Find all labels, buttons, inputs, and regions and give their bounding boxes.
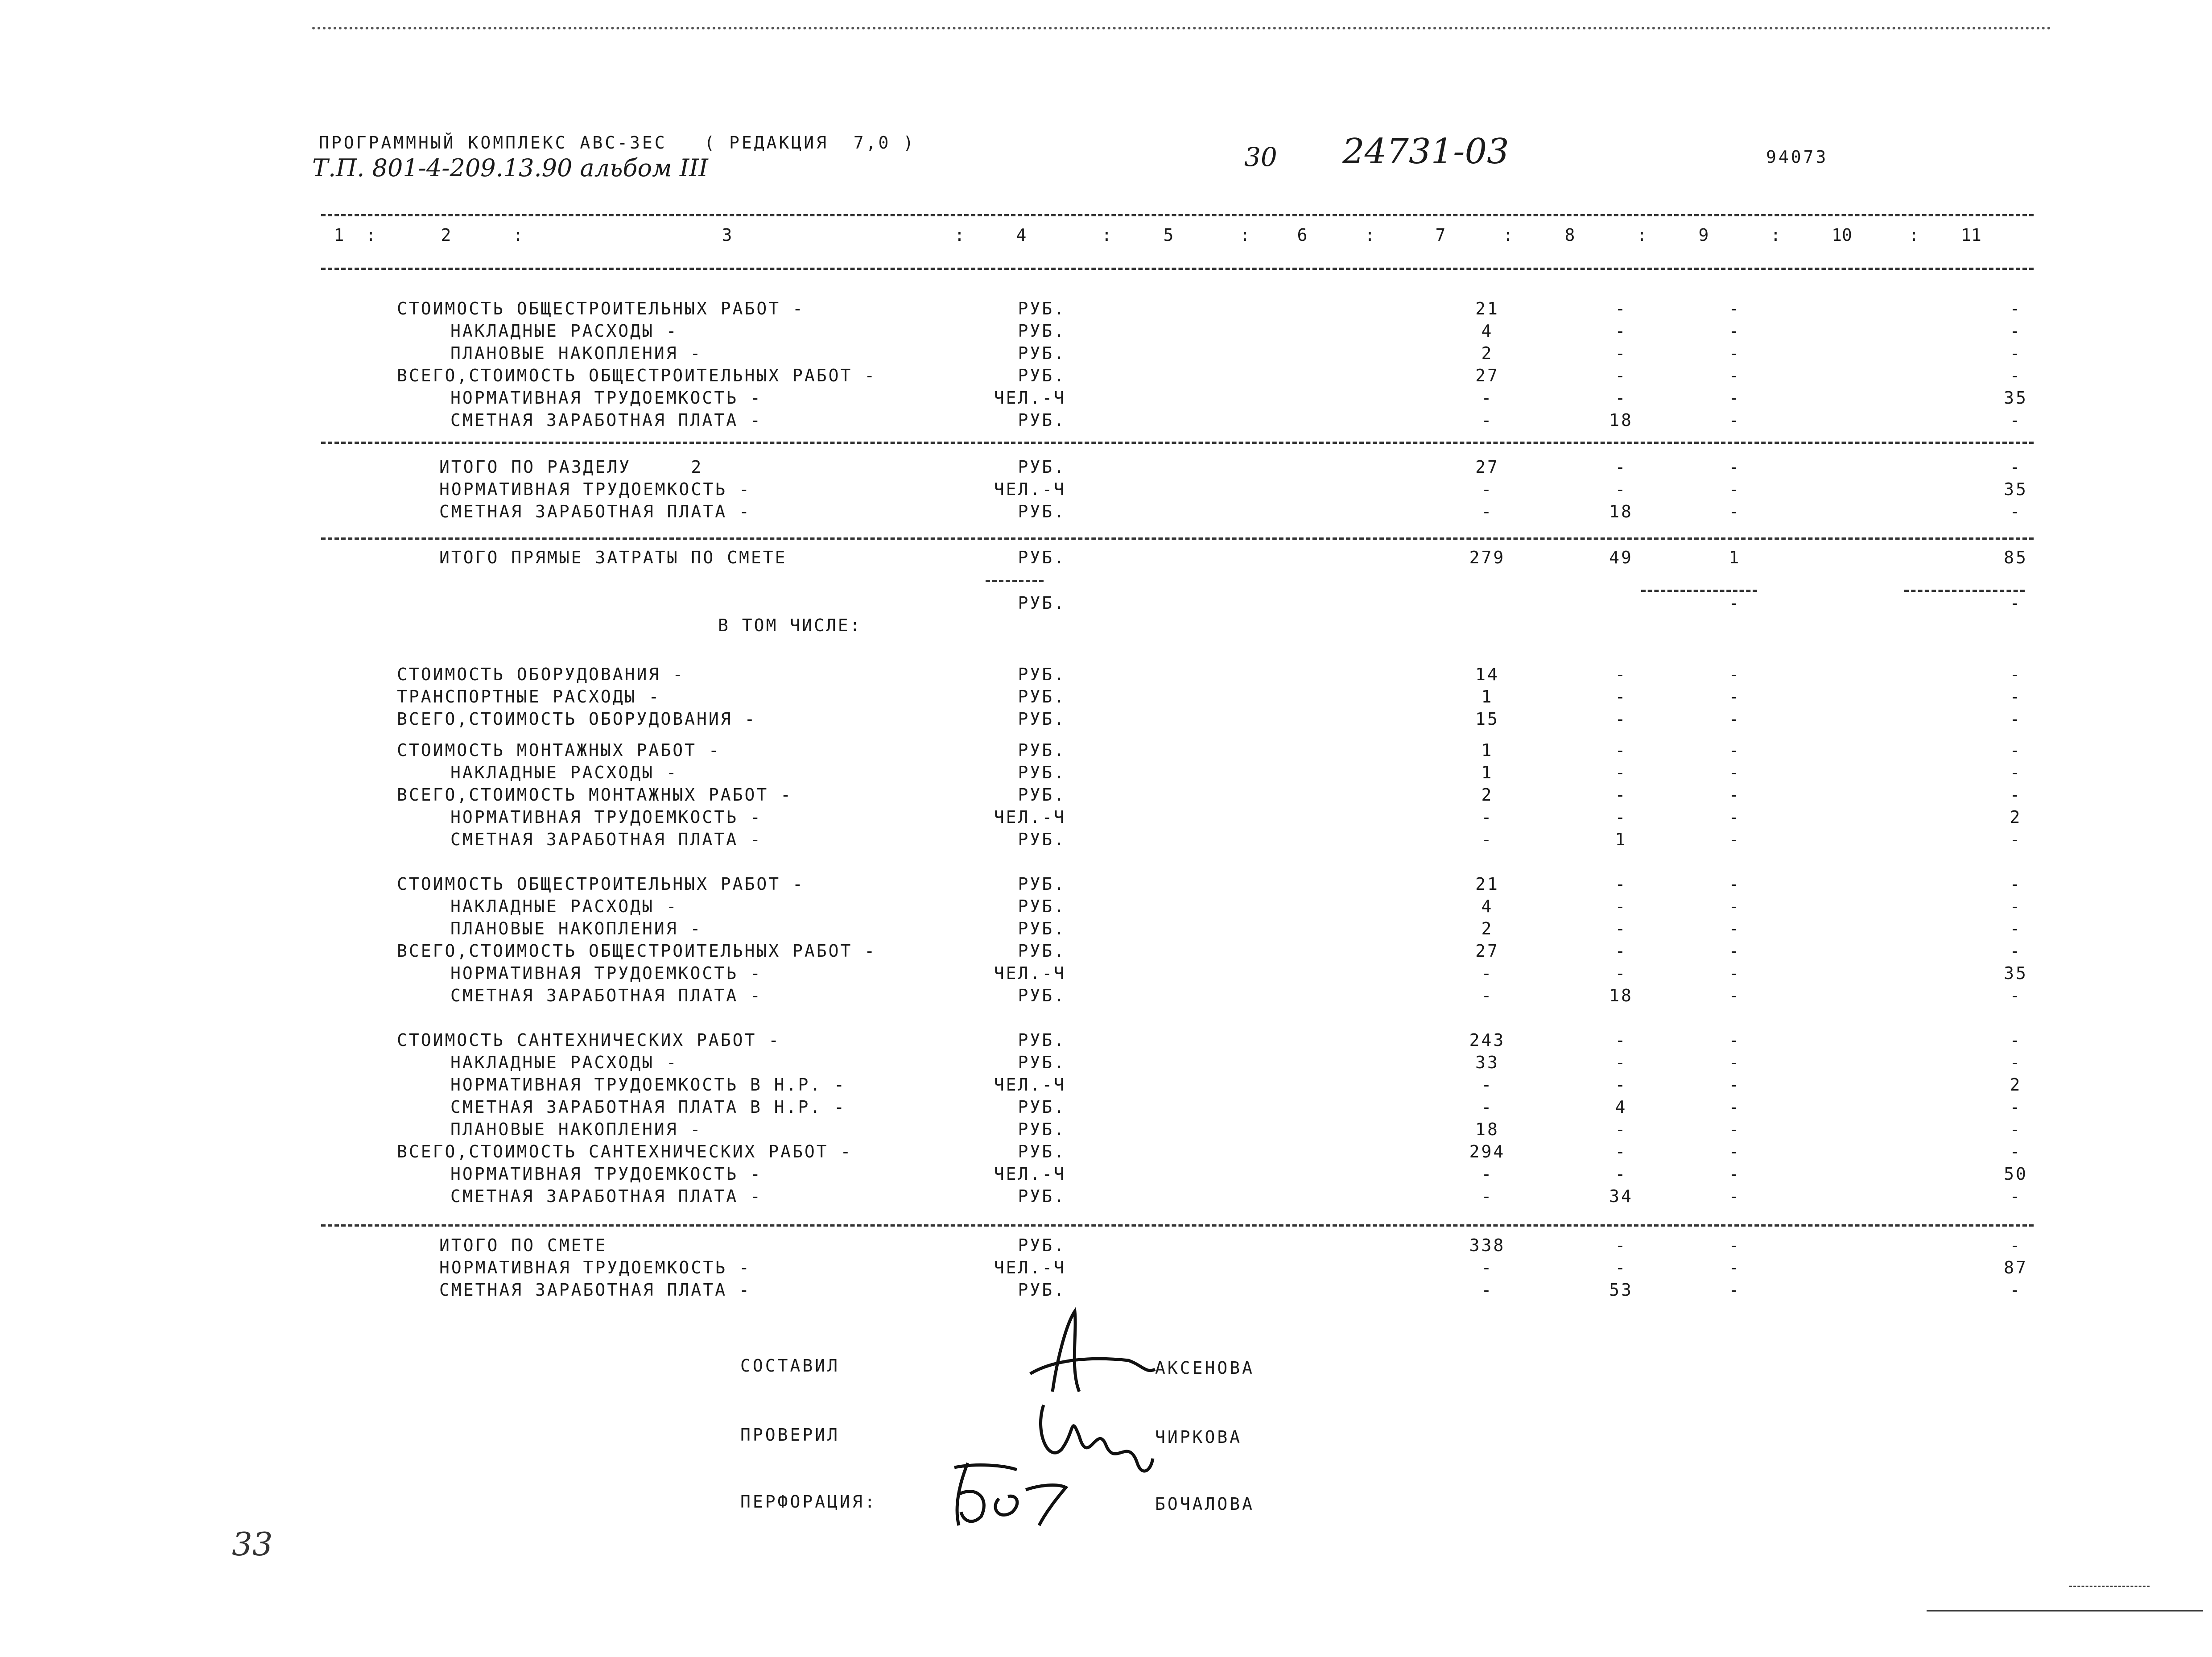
row-value-col11: - — [2010, 665, 2022, 684]
bottom-right-rule — [1927, 1610, 2203, 1612]
row-value-col7: 294 — [1469, 1142, 1506, 1161]
row-value-col9: - — [1729, 366, 1741, 385]
table-row — [0, 763, 2212, 786]
row-value-col7: 27 — [1475, 457, 1499, 477]
row-value-col9: - — [1729, 874, 1741, 894]
row-unit: РУБ. — [1018, 593, 1066, 613]
row-value-col9: - — [1729, 299, 1741, 318]
program-title: ПРОГРАММНЫЙ КОМПЛЕКС АВС-3ЕС ( РЕДАКЦИЯ 7,0 ) — [319, 133, 916, 153]
signature-bochalova — [950, 1459, 1075, 1530]
row-value-col9: - — [1729, 1258, 1741, 1277]
row-unit: РУБ. — [1018, 740, 1066, 760]
row-unit: РУБ. — [1018, 785, 1066, 805]
row-unit: РУБ. — [1018, 1236, 1066, 1255]
row-unit: РУБ. — [1018, 410, 1066, 430]
row-value-col9: - — [1729, 807, 1741, 827]
row-unit: РУБ. — [1018, 343, 1066, 363]
table-row — [0, 410, 2212, 434]
row-value-col7: - — [1481, 830, 1494, 849]
row-unit: РУБ. — [1018, 502, 1066, 521]
row-unit: РУБ. — [1018, 1142, 1066, 1161]
column-number-5: 5 — [1163, 225, 1174, 245]
row-value-col8: - — [1615, 366, 1627, 385]
row-value-col11: 85 — [2004, 548, 2028, 567]
row-unit: ЧЕЛ.-Ч — [994, 479, 1066, 499]
row-value-col8: - — [1615, 479, 1627, 499]
column-number-2: 2 — [441, 225, 451, 245]
row-value-col7: - — [1481, 1097, 1494, 1117]
row-value-col11: - — [2010, 709, 2022, 729]
row-unit: РУБ. — [1018, 763, 1066, 782]
table-header-rule — [321, 268, 2034, 270]
row-value-col9: - — [1729, 1142, 1741, 1161]
row-value-col8: - — [1615, 740, 1627, 760]
row-value-col9: - — [1729, 1097, 1741, 1117]
row-value-col7: 4 — [1481, 321, 1494, 341]
row-value-col9: - — [1729, 709, 1741, 729]
row-value-col11: - — [2010, 410, 2022, 430]
signature-role: ПЕРФОРАЦИЯ: — [740, 1492, 877, 1512]
row-value-col8: - — [1615, 1164, 1627, 1184]
row-value-col11: 35 — [2004, 479, 2028, 499]
table-row — [0, 1280, 2212, 1303]
row-value-col8: - — [1615, 1236, 1627, 1255]
row-value-col11: - — [2010, 1120, 2022, 1139]
row-value-col8: - — [1615, 963, 1627, 983]
row-unit: РУБ. — [1018, 919, 1066, 938]
row-value-col9: - — [1729, 963, 1741, 983]
row-label: ВСЕГО,СТОИМОСТЬ ОБЩЕСТРОИТЕЛЬНЫХ РАБОТ - — [397, 941, 877, 961]
row-value-col11: - — [2010, 1097, 2022, 1117]
row-value-col8: - — [1615, 665, 1627, 684]
row-value-col9: - — [1729, 593, 1741, 613]
row-value-col9: - — [1729, 1053, 1741, 1072]
table-row — [0, 919, 2212, 942]
table-row — [0, 479, 2212, 503]
table-row — [0, 785, 2212, 808]
row-value-col7: 2 — [1481, 919, 1494, 938]
row-value-col9: - — [1729, 1075, 1741, 1095]
table-row — [0, 502, 2212, 525]
subtotal-rule — [1904, 590, 2025, 592]
signature-role: ПРОВЕРИЛ — [740, 1425, 840, 1445]
row-value-col7: - — [1481, 1164, 1494, 1184]
row-value-col9: - — [1729, 479, 1741, 499]
row-unit: РУБ. — [1018, 1280, 1066, 1300]
row-label: ИТОГО ПО РАЗДЕЛУ 2 — [439, 457, 703, 477]
row-label: НОРМАТИВНАЯ ТРУДОЕМКОСТЬ - — [450, 1164, 762, 1184]
row-unit: РУБ. — [1018, 1097, 1066, 1117]
column-separator: : — [366, 225, 376, 245]
row-value-col7: - — [1481, 986, 1494, 1005]
row-unit: ЧЕЛ.-Ч — [994, 1075, 1066, 1095]
row-value-col11: - — [2010, 830, 2022, 849]
row-value-col8: - — [1615, 1142, 1627, 1161]
table-row — [0, 807, 2212, 831]
column-separator: : — [1503, 225, 1513, 245]
row-value-col7: - — [1481, 1280, 1494, 1300]
row-value-col7: 1 — [1481, 763, 1494, 782]
row-value-col9: - — [1729, 687, 1741, 707]
column-number-9: 9 — [1698, 225, 1709, 245]
row-label: ПЛАНОВЫЕ НАКОПЛЕНИЯ - — [450, 343, 702, 363]
row-value-col11: - — [2010, 785, 2022, 805]
column-separator: : — [1365, 225, 1375, 245]
row-unit: РУБ. — [1018, 986, 1066, 1005]
row-value-col11: 87 — [2004, 1258, 2028, 1277]
row-value-col9: - — [1729, 1236, 1741, 1255]
table-row — [0, 548, 2212, 571]
row-label: СТОИМОСТЬ САНТЕХНИЧЕСКИХ РАБОТ - — [397, 1030, 781, 1050]
row-value-col7: - — [1481, 502, 1494, 521]
table-row — [0, 366, 2212, 389]
row-value-col9: - — [1729, 321, 1741, 341]
row-value-col9: - — [1729, 763, 1741, 782]
table-row — [0, 963, 2212, 987]
row-unit: ЧЕЛ.-Ч — [994, 388, 1066, 408]
document-number: 24731-03 — [1342, 132, 1509, 172]
column-number-1: 1 — [334, 225, 344, 245]
table-row — [0, 1258, 2212, 1281]
row-value-col8: - — [1615, 763, 1627, 782]
row-value-col11: 35 — [2004, 963, 2028, 983]
row-value-col7: 27 — [1475, 941, 1499, 961]
row-value-col7: 1 — [1481, 687, 1494, 707]
row-value-col8: - — [1615, 457, 1627, 477]
table-row — [0, 616, 2212, 639]
column-separator: : — [954, 225, 965, 245]
column-separator: : — [1770, 225, 1781, 245]
row-unit: ЧЕЛ.-Ч — [994, 807, 1066, 827]
table-row — [0, 1053, 2212, 1076]
row-value-col11: - — [2010, 502, 2022, 521]
row-label: СТОИМОСТЬ ОБЩЕСТРОИТЕЛЬНЫХ РАБОТ - — [397, 874, 805, 894]
row-value-col8: - — [1615, 807, 1627, 827]
row-value-col8: - — [1615, 941, 1627, 961]
row-value-col7: 21 — [1475, 874, 1499, 894]
table-row — [0, 1097, 2212, 1120]
row-value-col9: - — [1729, 740, 1741, 760]
row-value-col8: - — [1615, 874, 1627, 894]
section-rule — [321, 1224, 2034, 1227]
row-value-col11: - — [2010, 343, 2022, 363]
row-label: НАКЛАДНЫЕ РАСХОДЫ - — [450, 1053, 678, 1072]
row-value-col9: - — [1729, 1120, 1741, 1139]
row-label: НОРМАТИВНАЯ ТРУДОЕМКОСТЬ - — [439, 1258, 751, 1277]
page-handwritten-number: 33 — [232, 1525, 273, 1563]
row-value-col9: - — [1729, 941, 1741, 961]
row-label: НОРМАТИВНАЯ ТРУДОЕМКОСТЬ - — [439, 479, 751, 499]
row-value-col8: - — [1615, 897, 1627, 916]
column-number-10: 10 — [1832, 225, 1852, 245]
table-row — [0, 1075, 2212, 1098]
row-value-col8: - — [1615, 299, 1627, 318]
row-label: СТОИМОСТЬ ОБЩЕСТРОИТЕЛЬНЫХ РАБОТ - — [397, 299, 805, 318]
row-value-col7: - — [1481, 479, 1494, 499]
row-unit: РУБ. — [1018, 548, 1066, 567]
row-value-col8: 34 — [1609, 1186, 1633, 1206]
column-number-6: 6 — [1297, 225, 1308, 245]
row-label: ВСЕГО,СТОИМОСТЬ МОНТАЖНЫХ РАБОТ - — [397, 785, 792, 805]
row-value-col11: 2 — [2010, 1075, 2022, 1095]
row-label: НАКЛАДНЫЕ РАСХОДЫ - — [450, 763, 678, 782]
page-number: 30 — [1244, 142, 1277, 172]
row-value-col8: 1 — [1615, 830, 1627, 849]
table-row — [0, 1142, 2212, 1165]
row-value-col7: 279 — [1469, 548, 1506, 567]
row-value-col9: - — [1729, 343, 1741, 363]
row-value-col7: 2 — [1481, 343, 1494, 363]
row-value-col8: - — [1615, 1120, 1627, 1139]
row-value-col9: - — [1729, 457, 1741, 477]
row-value-col8: - — [1615, 343, 1627, 363]
row-value-col9: - — [1729, 897, 1741, 916]
row-label: НОРМАТИВНАЯ ТРУДОЕМКОСТЬ В Н.Р. - — [450, 1075, 846, 1095]
row-value-col8: 18 — [1609, 502, 1633, 521]
row-label: ИТОГО ПО СМЕТЕ — [439, 1236, 607, 1255]
row-value-col11: - — [2010, 299, 2022, 318]
row-label: НОРМАТИВНАЯ ТРУДОЕМКОСТЬ - — [450, 963, 762, 983]
row-unit: ЧЕЛ.-Ч — [994, 1164, 1066, 1184]
row-label: СМЕТНАЯ ЗАРАБОТНАЯ ПЛАТА - — [439, 1280, 751, 1300]
row-unit: РУБ. — [1018, 687, 1066, 707]
row-value-col11: - — [2010, 897, 2022, 916]
table-row — [0, 1164, 2212, 1187]
row-value-col7: 18 — [1475, 1120, 1499, 1139]
row-unit: РУБ. — [1018, 1030, 1066, 1050]
column-number-4: 4 — [1016, 225, 1027, 245]
subtotal-rule — [1641, 590, 1757, 592]
project-reference: Т.П. 801-4-209.13.90 альбом III — [312, 154, 708, 182]
row-label: СТОИМОСТЬ ОБОРУДОВАНИЯ - — [397, 665, 685, 684]
row-value-col8: - — [1615, 919, 1627, 938]
row-value-col9: - — [1729, 830, 1741, 849]
row-value-col8: 49 — [1609, 548, 1633, 567]
row-value-col11: 2 — [2010, 807, 2022, 827]
row-value-col9: - — [1729, 1030, 1741, 1050]
row-value-col11: - — [2010, 457, 2022, 477]
row-value-col8: 53 — [1609, 1280, 1633, 1300]
table-row — [0, 897, 2212, 920]
row-value-col11: - — [2010, 740, 2022, 760]
subtotal-rule — [986, 580, 1044, 582]
row-unit: РУБ. — [1018, 457, 1066, 477]
row-value-col11: - — [2010, 941, 2022, 961]
row-unit: ЧЕЛ.-Ч — [994, 963, 1066, 983]
row-value-col7: 15 — [1475, 709, 1499, 729]
row-value-col11: - — [2010, 1053, 2022, 1072]
row-unit: РУБ. — [1018, 941, 1066, 961]
table-row — [0, 740, 2212, 764]
row-label: СТОИМОСТЬ МОНТАЖНЫХ РАБОТ - — [397, 740, 721, 760]
row-value-col9: - — [1729, 502, 1741, 521]
table-row — [0, 1236, 2212, 1259]
row-label: ВСЕГО,СТОИМОСТЬ ОБЩЕСТРОИТЕЛЬНЫХ РАБОТ - — [397, 366, 877, 385]
row-label: ТРАНСПОРТНЫЕ РАСХОДЫ - — [397, 687, 661, 707]
row-value-col7: 33 — [1475, 1053, 1499, 1072]
section-rule — [321, 537, 2034, 540]
row-value-col7: 21 — [1475, 299, 1499, 318]
row-value-col8: - — [1615, 709, 1627, 729]
row-label: СМЕТНАЯ ЗАРАБОТНАЯ ПЛАТА - — [450, 986, 762, 1005]
row-unit: РУБ. — [1018, 299, 1066, 318]
table-row — [0, 941, 2212, 964]
row-label: СМЕТНАЯ ЗАРАБОТНАЯ ПЛАТА - — [439, 502, 751, 521]
row-value-col9: - — [1729, 1280, 1741, 1300]
row-value-col9: - — [1729, 1186, 1741, 1206]
row-unit: РУБ. — [1018, 665, 1066, 684]
column-separator: : — [1637, 225, 1647, 245]
row-value-col7: - — [1481, 388, 1494, 408]
row-value-col7: - — [1481, 1186, 1494, 1206]
row-value-col8: - — [1615, 388, 1627, 408]
row-label: СМЕТНАЯ ЗАРАБОТНАЯ ПЛАТА - — [450, 1186, 762, 1206]
table-row — [0, 388, 2212, 411]
row-label: ИТОГО ПРЯМЫЕ ЗАТРАТЫ ПО СМЕТЕ — [439, 548, 787, 567]
row-value-col11: - — [2010, 321, 2022, 341]
table-row — [0, 830, 2212, 853]
row-label: ПЛАНОВЫЕ НАКОПЛЕНИЯ - — [450, 919, 702, 938]
row-unit: РУБ. — [1018, 1120, 1066, 1139]
row-value-col8: 4 — [1615, 1097, 1627, 1117]
row-value-col7: 14 — [1475, 665, 1499, 684]
row-value-col11: - — [2010, 986, 2022, 1005]
row-label: ВСЕГО,СТОИМОСТЬ ОБОРУДОВАНИЯ - — [397, 709, 757, 729]
row-value-col8: 18 — [1609, 410, 1633, 430]
row-value-col9: - — [1729, 986, 1741, 1005]
row-value-col9: - — [1729, 665, 1741, 684]
signature-name: ЧИРКОВА — [1155, 1427, 1242, 1447]
table-row — [0, 687, 2212, 710]
column-separator: : — [1102, 225, 1112, 245]
row-unit: РУБ. — [1018, 1186, 1066, 1206]
row-label: ПЛАНОВЫЕ НАКОПЛЕНИЯ - — [450, 1120, 702, 1139]
column-number-11: 11 — [1961, 225, 1981, 245]
table-row — [0, 986, 2212, 1009]
row-value-col9: - — [1729, 388, 1741, 408]
row-value-col8: - — [1615, 321, 1627, 341]
column-number-8: 8 — [1564, 225, 1575, 245]
table-row — [0, 1186, 2212, 1210]
row-label: СМЕТНАЯ ЗАРАБОТНАЯ ПЛАТА В Н.Р. - — [450, 1097, 846, 1117]
row-unit: РУБ. — [1018, 321, 1066, 341]
row-value-col11: - — [2010, 1030, 2022, 1050]
row-value-col8: - — [1615, 687, 1627, 707]
table-row — [0, 874, 2212, 897]
bottom-right-dash — [2069, 1586, 2150, 1587]
row-label: НОРМАТИВНАЯ ТРУДОЕМКОСТЬ - — [450, 807, 762, 827]
section-rule — [321, 442, 2034, 444]
row-value-col7: 4 — [1481, 897, 1494, 916]
row-value-col11: 50 — [2004, 1164, 2028, 1184]
signature-name: БОЧАЛОВА — [1155, 1494, 1255, 1514]
document-code: 94073 — [1766, 147, 1828, 167]
row-value-col8: - — [1615, 785, 1627, 805]
row-label: СМЕТНАЯ ЗАРАБОТНАЯ ПЛАТА - — [450, 410, 762, 430]
row-value-col9: - — [1729, 410, 1741, 430]
row-value-col7: - — [1481, 1258, 1494, 1277]
row-value-col7: - — [1481, 807, 1494, 827]
column-number-3: 3 — [722, 225, 732, 245]
row-value-col7: - — [1481, 1075, 1494, 1095]
row-value-col11: - — [2010, 366, 2022, 385]
row-label: НОРМАТИВНАЯ ТРУДОЕМКОСТЬ - — [450, 388, 762, 408]
row-value-col11: - — [2010, 1186, 2022, 1206]
row-value-col11: 35 — [2004, 388, 2028, 408]
row-value-col9: - — [1729, 1164, 1741, 1184]
row-value-col8: - — [1615, 1258, 1627, 1277]
row-label: ВСЕГО,СТОИМОСТЬ САНТЕХНИЧЕСКИХ РАБОТ - — [397, 1142, 853, 1161]
row-value-col11: - — [2010, 1236, 2022, 1255]
row-value-col7: - — [1481, 963, 1494, 983]
row-unit: РУБ. — [1018, 709, 1066, 729]
row-value-col7: 1 — [1481, 740, 1494, 760]
row-unit: РУБ. — [1018, 830, 1066, 849]
table-row — [0, 343, 2212, 367]
column-separator: : — [1909, 225, 1919, 245]
row-value-col7: 338 — [1469, 1236, 1506, 1255]
row-value-col8: 18 — [1609, 986, 1633, 1005]
top-dotted-line — [312, 27, 2051, 38]
table-row — [0, 1030, 2212, 1054]
row-value-col8: - — [1615, 1053, 1627, 1072]
signature-name: АКСЕНОВА — [1155, 1358, 1255, 1378]
row-unit: РУБ. — [1018, 897, 1066, 916]
row-unit: РУБ. — [1018, 874, 1066, 894]
table-top-rule — [321, 214, 2034, 216]
row-value-col11: - — [2010, 919, 2022, 938]
row-value-col11: - — [2010, 1142, 2022, 1161]
table-row — [0, 665, 2212, 688]
table-row — [0, 321, 2212, 344]
signature-role: СОСТАВИЛ — [740, 1356, 840, 1376]
row-value-col7: 2 — [1481, 785, 1494, 805]
row-value-col11: - — [2010, 763, 2022, 782]
row-value-col11: - — [2010, 687, 2022, 707]
row-value-col8: - — [1615, 1075, 1627, 1095]
column-separator: : — [1240, 225, 1250, 245]
row-label: НАКЛАДНЫЕ РАСХОДЫ - — [450, 897, 678, 916]
table-row — [0, 709, 2212, 732]
row-value-col9: 1 — [1729, 548, 1741, 567]
row-unit: ЧЕЛ.-Ч — [994, 1258, 1066, 1277]
row-label: В ТОМ ЧИСЛЕ: — [718, 616, 862, 635]
table-row — [0, 457, 2212, 480]
column-separator: : — [513, 225, 523, 245]
table-row — [0, 299, 2212, 322]
row-value-col11: - — [2010, 874, 2022, 894]
row-value-col11: - — [2010, 593, 2022, 613]
row-value-col7: 243 — [1469, 1030, 1506, 1050]
row-value-col7: 27 — [1475, 366, 1499, 385]
row-value-col8: - — [1615, 1030, 1627, 1050]
row-unit: РУБ. — [1018, 366, 1066, 385]
row-value-col9: - — [1729, 785, 1741, 805]
row-label: СМЕТНАЯ ЗАРАБОТНАЯ ПЛАТА - — [450, 830, 762, 849]
table-row — [0, 1120, 2212, 1143]
row-label: НАКЛАДНЫЕ РАСХОДЫ - — [450, 321, 678, 341]
column-number-7: 7 — [1435, 225, 1446, 245]
row-unit: РУБ. — [1018, 1053, 1066, 1072]
row-value-col11: - — [2010, 1280, 2022, 1300]
row-value-col7: - — [1481, 410, 1494, 430]
table-row — [0, 593, 2212, 616]
row-value-col9: - — [1729, 919, 1741, 938]
